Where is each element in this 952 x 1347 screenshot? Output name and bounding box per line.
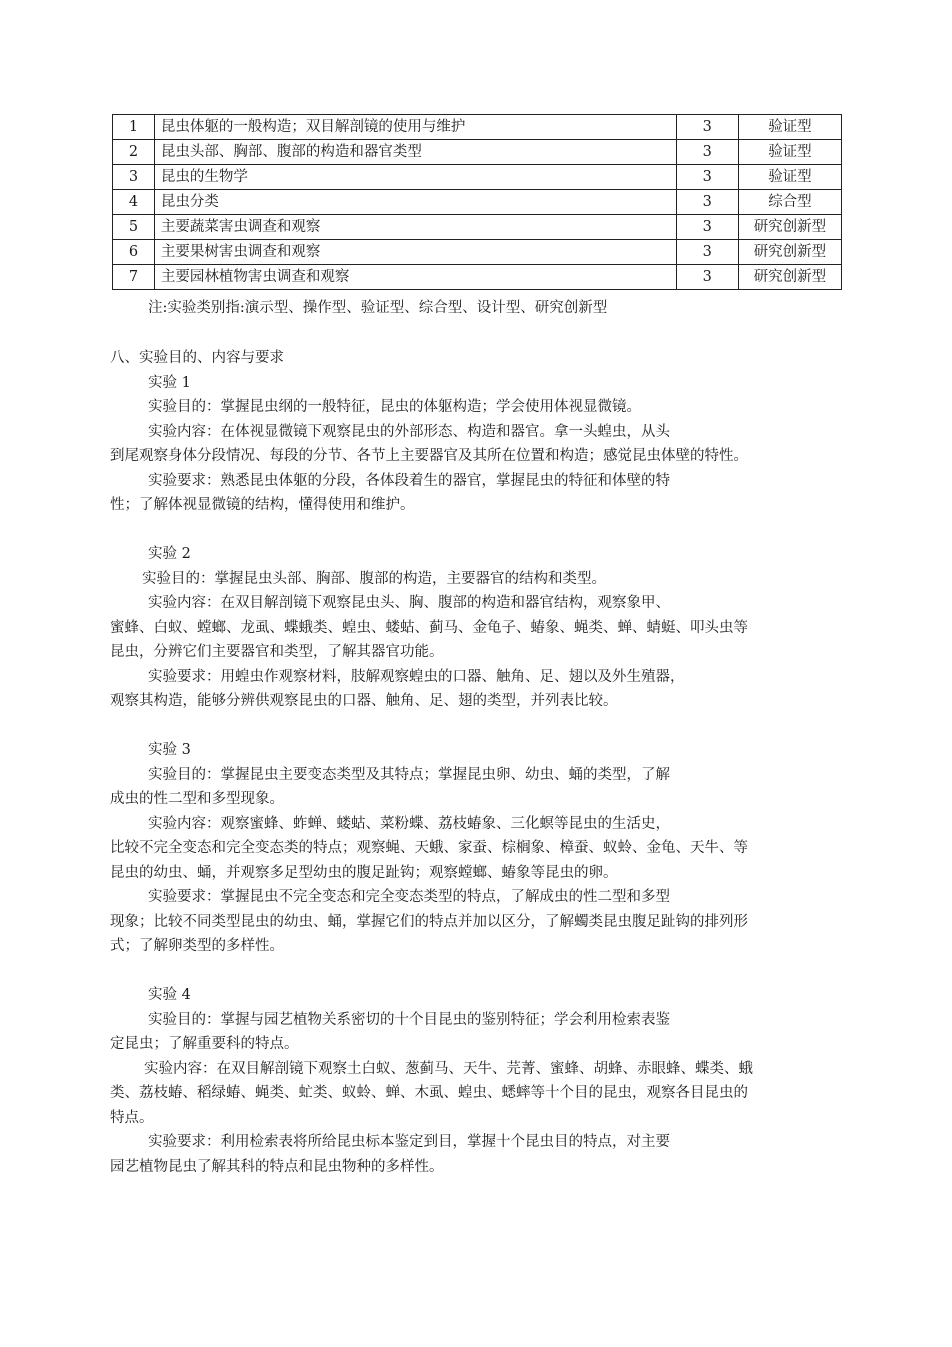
- experiment-type: 综合型: [738, 190, 841, 215]
- experiment-name: 主要园林植物害虫调查和观察: [154, 265, 676, 290]
- table-row: [113, 240, 842, 265]
- experiment-2-title: 实验 2: [148, 546, 191, 562]
- row-number: 5: [113, 215, 155, 240]
- experiment-3-content-cont: 比较不完全变态和完全变态类的特点；观察蝇、天蛾、家蚕、棕榈象、樟蚕、蚁蛉、金龟、天牛、等: [110, 840, 748, 856]
- experiment-1-content: 实验内容：在体视显微镜下观察昆虫的外部形态、构造和器官。拿一头蝗虫，从头: [148, 423, 670, 440]
- experiment-name: 主要蔬菜害虫调查和观察: [154, 215, 676, 240]
- experiment-type: 研究创新型: [738, 215, 841, 240]
- experiment-hours: 3: [676, 190, 738, 215]
- experiment-4-purpose-cont: 定昆虫；了解重要科的特点。: [110, 1036, 299, 1052]
- experiment-4-requirement-cont: 园艺植物昆虫了解其科的特点和昆虫物种的多样性。: [110, 1158, 444, 1175]
- experiment-type: 验证型: [738, 165, 841, 190]
- experiment-3-purpose: 实验目的：掌握昆虫主要变态类型及其特点；掌握昆虫卵、幼虫、蛹的类型，了解: [148, 766, 670, 783]
- row-number: 2: [113, 140, 155, 165]
- experiment-4-title: 实验 4: [148, 987, 191, 1003]
- experiment-1-title: 实验 1: [148, 374, 191, 391]
- experiment-1-requirement: 实验要求：熟悉昆虫体躯的分段，各体段着生的器官，掌握昆虫的特征和体壁的特: [148, 472, 670, 489]
- experiment-name: 昆虫分类: [154, 190, 676, 215]
- experiment-type: 研究创新型: [738, 240, 841, 265]
- table-row: [113, 190, 842, 215]
- experiment-4-content: 实验内容：在双目解剖镜下观察土白蚁、葱蓟马、天牛、芫菁、蜜蜂、胡蜂、赤眼蜂、蝶类、蛾: [144, 1060, 753, 1077]
- experiment-hours: 3: [676, 240, 738, 265]
- experiment-3-content-cont: 昆虫的幼虫、蛹，并观察多足型幼虫的腹足趾钩；观察螳螂、蝽象等昆虫的卵。: [110, 864, 618, 881]
- experiment-name: 昆虫的生物学: [154, 165, 676, 190]
- experiment-hours: 3: [676, 115, 738, 140]
- section-heading: 八、实验目的、内容与要求: [110, 350, 284, 366]
- experiment-1-purpose: 实验目的：掌握昆虫纲的一般特征，昆虫的体躯构造；学会使用体视显微镜。: [148, 399, 641, 415]
- experiment-3-requirement: 实验要求：掌握昆虫不完全变态和完全变态类型的特点，了解成虫的性二型和多型: [148, 889, 670, 905]
- table-note: 注:实验类别指:演示型、操作型、验证型、综合型、设计型、研究创新型: [148, 300, 608, 316]
- table-row: [113, 265, 842, 290]
- experiment-3-requirement-cont: 现象；比较不同类型昆虫的幼虫、蛹，掌握它们的特点并加以区分，了解蠋类昆虫腹足趾钩的排列形: [110, 913, 748, 930]
- experiment-hours: 3: [676, 265, 738, 290]
- experiment-3-requirement-cont: 式；了解卵类型的多样性。: [110, 938, 284, 954]
- experiment-4-content-cont: 特点。: [110, 1109, 154, 1126]
- experiment-2-content-cont: 蜜蜂、白蚁、螳螂、龙虱、蝶蛾类、蝗虫、蝼蛄、蓟马、金龟子、蝽象、蝇类、蝉、蜻蜓、叩头虫等: [110, 619, 748, 636]
- experiment-type: 研究创新型: [738, 265, 841, 290]
- experiment-table: [112, 114, 842, 290]
- row-number: 7: [113, 265, 155, 290]
- experiment-hours: 3: [676, 215, 738, 240]
- row-number: 6: [113, 240, 155, 265]
- experiment-2-requirement-cont: 观察其构造，能够分辨供观察昆虫的口器、触角、足、翅的类型，并列表比较。: [110, 693, 618, 709]
- table-row: [113, 215, 842, 240]
- experiment-name: 昆虫头部、胸部、腹部的构造和器官类型: [154, 140, 676, 165]
- row-number: 4: [113, 190, 155, 215]
- experiment-4-content-cont: 类、荔枝蝽、稻绿蝽、蝇类、虻类、蚁蛉、蝉、木虱、蝗虫、蟋蟀等十个目的昆虫，观察各目昆虫的: [110, 1085, 748, 1101]
- experiment-3-purpose-cont: 成虫的性二型和多型现象。: [110, 791, 284, 807]
- row-number: 3: [113, 165, 155, 190]
- experiment-2-content: 实验内容：在双目解剖镜下观察昆虫头、胸、腹部的构造和器官结构，观察象甲、: [148, 595, 670, 611]
- section-body: [110, 346, 850, 1179]
- table-row: [113, 165, 842, 190]
- experiment-name: 主要果树害虫调查和观察: [154, 240, 676, 265]
- experiment-2-purpose: 实验目的：掌握昆虫头部、胸部、腹部的构造，主要器官的结构和类型。: [142, 570, 606, 587]
- experiment-4-purpose: 实验目的：掌握与园艺植物关系密切的十个目昆虫的鉴别特征；学会利用检索表鉴: [148, 1011, 670, 1028]
- row-number: 1: [113, 115, 155, 140]
- experiment-1-requirement-cont: 性；了解体视显微镜的结构，懂得使用和维护。: [110, 497, 415, 513]
- experiment-type: 验证型: [738, 140, 841, 165]
- experiment-1-content-cont: 到尾观察身体分段情况、每段的分节、各节上主要器官及其所在位置和构造；感觉昆虫体壁的特性。: [110, 448, 748, 464]
- table-row: [113, 115, 842, 140]
- experiment-4-requirement: 实验要求：利用检索表将所给昆虫标本鉴定到目，掌握十个昆虫目的特点，对主要: [148, 1134, 670, 1150]
- experiment-3-title: 实验 3: [148, 742, 191, 758]
- experiment-name: 昆虫体躯的一般构造；双目解剖镜的使用与维护: [154, 115, 676, 140]
- experiment-type: 验证型: [738, 115, 841, 140]
- table-row: [113, 140, 842, 165]
- experiment-2-content-cont: 昆虫，分辨它们主要器官和类型，了解其器官功能。: [110, 644, 444, 660]
- experiment-hours: 3: [676, 165, 738, 190]
- experiment-hours: 3: [676, 140, 738, 165]
- experiment-3-content: 实验内容：观察蜜蜂、蚱蝉、蝼蛄、菜粉蝶、荔枝蝽象、三化螟等昆虫的生活史，: [148, 815, 670, 832]
- experiment-2-requirement: 实验要求：用蝗虫作观察材料，肢解观察蝗虫的口器、触角、足、翅以及外生殖器，: [148, 668, 685, 685]
